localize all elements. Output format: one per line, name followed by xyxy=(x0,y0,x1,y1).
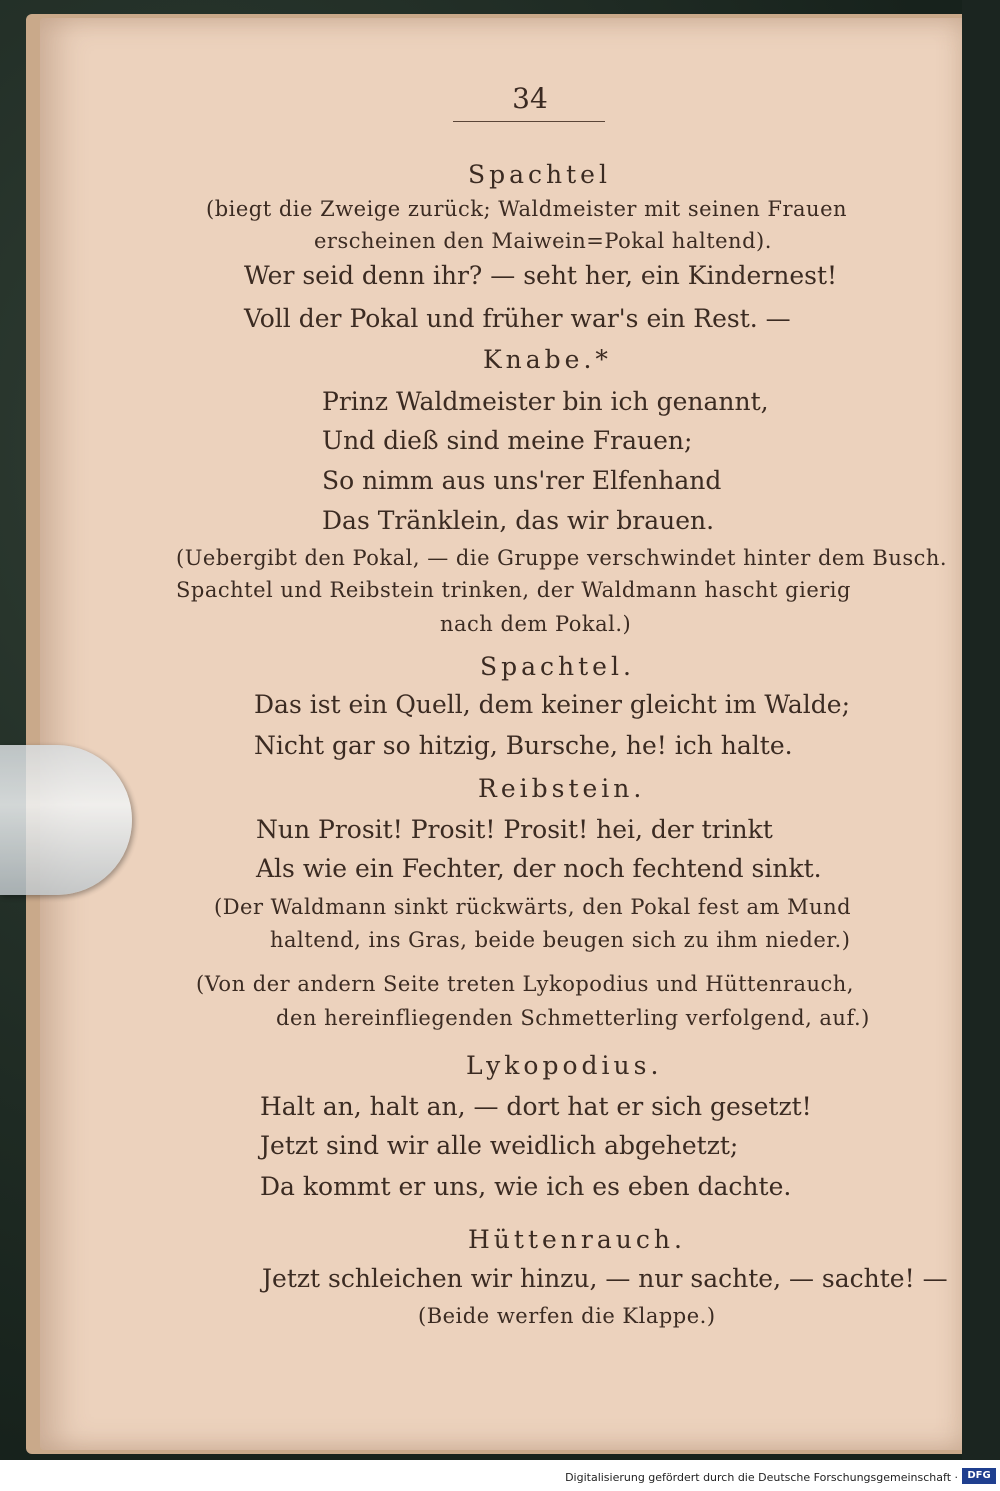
verse-line: Wer seid denn ihr? — seht her, ein Kindernest! xyxy=(244,261,838,290)
verse-line: Das ist ein Quell, dem keiner gleicht im Walde; xyxy=(254,690,851,719)
stage-direction: (Der Waldmann sinkt rückwärts, den Pokal fest am Mund xyxy=(214,895,852,919)
verse-line: Das Tränklein, das wir brauen. xyxy=(322,506,715,535)
verse-line: Da kommt er uns, wie ich es eben dachte. xyxy=(260,1172,792,1201)
speaker-spachtel: Spachtel. xyxy=(480,652,635,681)
verse-line: Voll der Pokal und früher war's ein Rest. — xyxy=(244,304,791,333)
speaker-spachtel: Spachtel xyxy=(468,160,611,189)
speaker-lykopodius: Lykopodius. xyxy=(466,1051,663,1080)
speaker-knabe: Knabe.* xyxy=(483,345,612,374)
footer-credit: Digitalisierung gefördert durch die Deutsche Forschungsgemeinschaft · xyxy=(565,1471,958,1484)
dfg-logo-icon: DFG xyxy=(962,1468,996,1484)
stage-direction: den hereinfliegenden Schmetterling verfolgend, auf.) xyxy=(276,1006,870,1030)
verse-line: Als wie ein Fechter, der noch fechtend sinkt. xyxy=(256,854,822,883)
verse-line: So nimm aus uns'rer Elfenhand xyxy=(322,466,722,495)
verse-line: Prinz Waldmeister bin ich genannt, xyxy=(322,387,769,416)
stage-direction: haltend, ins Gras, beide beugen sich zu ihm nieder.) xyxy=(270,928,851,952)
verse-line: Jetzt sind wir alle weidlich abgehetzt; xyxy=(260,1131,739,1160)
stage-direction: Spachtel und Reibstein trinken, der Waldmann hascht gierig xyxy=(176,578,851,602)
stage-direction: (Uebergibt den Pokal, — die Gruppe verschwindet hinter dem Busch. xyxy=(176,546,948,570)
stage-direction: (Beide werfen die Klappe.) xyxy=(418,1304,716,1328)
verse-line: Nicht gar so hitzig, Bursche, he! ich halte. xyxy=(254,731,793,760)
speaker-reibstein: Reibstein. xyxy=(478,774,646,803)
verse-line: Und dieß sind meine Frauen; xyxy=(322,426,693,455)
header-rule xyxy=(453,121,605,122)
verse-line: Jetzt schleichen wir hinzu, — nur sachte, — sachte! — xyxy=(262,1264,948,1293)
verse-line: Nun Prosit! Prosit! Prosit! hei, der trinkt xyxy=(256,815,773,844)
stage-direction: (biegt die Zweige zurück; Waldmeister mit seinen Frauen xyxy=(206,197,848,221)
verse-line: Halt an, halt an, — dort hat er sich gesetzt! xyxy=(260,1092,812,1121)
speaker-huettenrauch: Hüttenrauch. xyxy=(468,1225,686,1254)
stage-direction: erscheinen den Maiwein=Pokal haltend). xyxy=(314,229,772,253)
page-gutter-shadow xyxy=(962,0,1000,1460)
stage-direction: nach dem Pokal.) xyxy=(440,612,632,636)
page-number: 34 xyxy=(512,82,548,115)
stage-direction: (Von der andern Seite treten Lykopodius und Hüttenrauch, xyxy=(196,972,854,996)
